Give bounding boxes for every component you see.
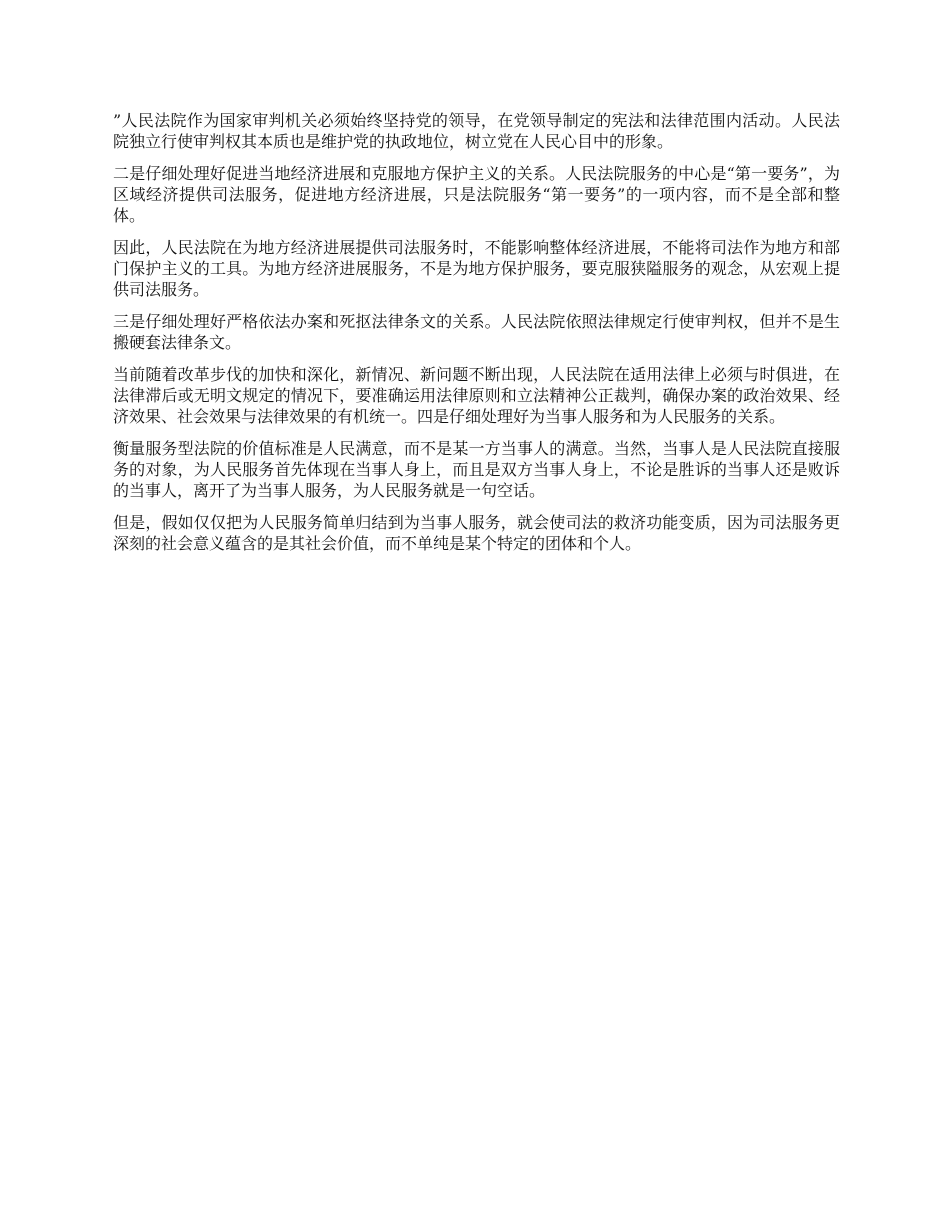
- paragraph-4: 三是仔细处理好严格依法办案和死抠法律条文的关系。人民法院依照法律规定行使审判权，但并不是生搬硬套法律条文。: [113, 312, 840, 352]
- paragraph-5: 当前随着改革步伐的加快和深化，新情况、新问题不断出现，人民法院在适用法律上必须与时俱进，在法律滞后或无明文规定的情况下，要准确运用法律原则和立法精神公正裁判，确保办案的政治效果、经济效果、社会效果与法律效果的有机统一。四是仔细处理好为当事人服务和为人民服务的关系。: [113, 365, 840, 426]
- document-body: [113, 110, 840, 565]
- paragraph-1: ”人民法院作为国家审判机关必须始终坚持党的领导，在党领导制定的宪法和法律范围内活动。人民法院独立行使审判权其本质也是维护党的执政地位，树立党在人民心目中的形象。: [113, 111, 840, 151]
- paragraph-7: 但是，假如仅仅把为人民服务简单归结到为当事人服务，就会使司法的救济功能变质，因为司法服务更深刻的社会意义蕴含的是其社会价值，而不单纯是某个特定的团体和个人。: [113, 513, 840, 553]
- paragraph-6: 衡量服务型法院的价值标准是人民满意，而不是某一方当事人的满意。当然，当事人是人民法院直接服务的对象，为人民服务首先体现在当事人身上，而且是双方当事人身上，不论是胜诉的当事人还是败诉的当事人，离开了为当事人服务，为人民服务就是一句空话。: [113, 439, 840, 500]
- paragraph-3: 因此，人民法院在为地方经济进展提供司法服务时，不能影响整体经济进展，不能将司法作为地方和部门保护主义的工具。为地方经济进展服务，不是为地方保护服务，要克服狭隘服务的观念，从宏观上提供司法服务。: [113, 238, 840, 299]
- paragraph-2: 二是仔细处理好促进当地经济进展和克服地方保护主义的关系。人民法院服务的中心是“第一要务”，为区域经济提供司法服务，促进地方经济进展，只是法院服务“第一要务”的一项内容，而不是全部和整体。: [113, 164, 840, 225]
